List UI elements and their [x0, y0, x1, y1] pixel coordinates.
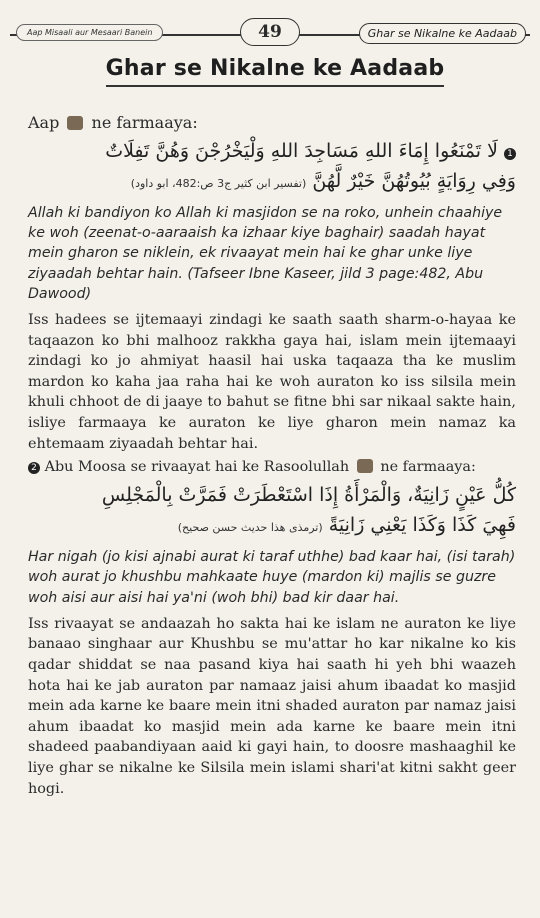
hadith2-intro [28, 456, 516, 478]
hadith1-intro [28, 112, 516, 134]
hadith1-arabic-text1: لَا تَمْنَعُوا إِمَاءَ اللهِ مَسَاجِدَ اللهِ وَلْيَخْرُجْنَ وَهُنَّ تَفِلَاتٌ [105, 140, 498, 162]
chapter-heading [80, 56, 470, 87]
header-chapter-title: Ghar se Nikalne ke Aadaab [359, 23, 526, 44]
hadith2-intro-prefix: Abu Moosa se rivaayat hai ke Rasoolullah [44, 459, 350, 476]
hadith1-arabic [28, 136, 516, 199]
page-content [28, 112, 516, 799]
hadith2-number-badge: 2 [28, 462, 40, 474]
hadith2-arabic [28, 480, 516, 543]
hadith1-arabic-line1 [28, 136, 516, 166]
hadith2-commentary: Iss rivaayat se andaazah ho sakta hai ke islam ne auraton ke liye banaao singhaar aur Khushbu se mu'attar ho kar nikalne ko kis qadar shiddat se naa pasand kiya hai saath hi yeh bhi waazeh hota hai ke jab auraton par namaaz jaisi ahum ibaadat ko masjid mein ada karne ke baare mein itni shaded auraton par namaz jaisi ahum ibaadat ko masjid mein ada karne ke baare mein itni shadeed paabandiyaan aaid ki gayi hain, to doosre mashaaghil ke liye ghar se nikalne ke Silsila mein islami shari'at kitni sakht geer hogi. [28, 615, 516, 797]
header-book-title: Aap Misaali aur Mesaari Banein [16, 24, 163, 41]
hadith2-arabic-line1: كُلُّ عَيْنٍ زَانِيَةٌ، وَالْمَرْأَةُ إِذَا اسْتَعْطَرَتْ فَمَرَّتْ بِالْمَجْلِسِ [101, 484, 516, 507]
page-header [10, 18, 530, 52]
hadith2-arabic-text2: فَهِيَ كَذَا وَكَذَا يَعْنِي زَانِيَةً [328, 514, 516, 537]
salutation-seal-icon [67, 116, 83, 130]
hadith2-intro-suffix: ne farmaaya: [380, 459, 476, 476]
hadith1-arabic-text2: وَفِي رِوَايَةٍ بُيُوتُهُنَّ خَيْرٌ لَّهُنَّ [312, 170, 516, 192]
hadith1-intro-suffix: ne farmaaya: [91, 113, 198, 132]
hadith1-commentary: Iss hadees se ijtemaayi zindagi ke saath saath sharm-o-hayaa ke taqaazon ko bhi malhooz rakkha gaya hai, islam mein ijtemaayi zindagi ko jo ahmiyat haasil hai uska taqaaza tha ke muslim mardon ko kaha jaa raha hai ke woh auraton ko iss silsila mein khuli chhoot de di jaaye to bahut se fitne bhi sar nikaal sakte hain, isliye farmaaya ke auraton ke liye gharon mein namaz ka ehtemaam ziyaadah behtar hai. [28, 312, 516, 452]
hadith2-arabic-line2 [28, 510, 516, 543]
hadith1-arabic-reference: (تفسیر ابن کثیر ج3 ص:482، ابو داود) [130, 177, 307, 190]
hadith2-translation: Har nigah (jo kisi ajnabi aurat ki taraf uthhe) bad kaar hai, (isi tarah) woh aurat jo khushbu mahkaate huye (mardon ki) majlis se guzre woh aisi aur aisi hai ya'ni (woh bhi) bad kir daar hai. [28, 549, 516, 606]
hadith1-number-badge: 1 [504, 148, 516, 160]
salutation-seal-icon [357, 459, 373, 473]
hadith2-arabic-reference: (ترمذی هذا حدیث حسن صحیح) [177, 521, 323, 535]
hadith1-arabic-line2 [28, 166, 516, 199]
hadith1-intro-prefix: Aap [28, 113, 60, 132]
hadith1-translation: Allah ki bandiyon ko Allah ki masjidon se na roko, unhein chaahiye ke woh (zeenat-o-aaraaish ka izhaar kiye baghair) saadah hayat mein gharon se niklein, ek rivaayat mein hai ke ghar unke liye ziyaadah behtar hain. (Tafseer Ibne Kaseer, jild 3 page:482, Abu Dawood) [28, 205, 503, 302]
chapter-title: Ghar se Nikalne ke Aadaab [106, 56, 445, 87]
page-number: 49 [240, 18, 300, 46]
